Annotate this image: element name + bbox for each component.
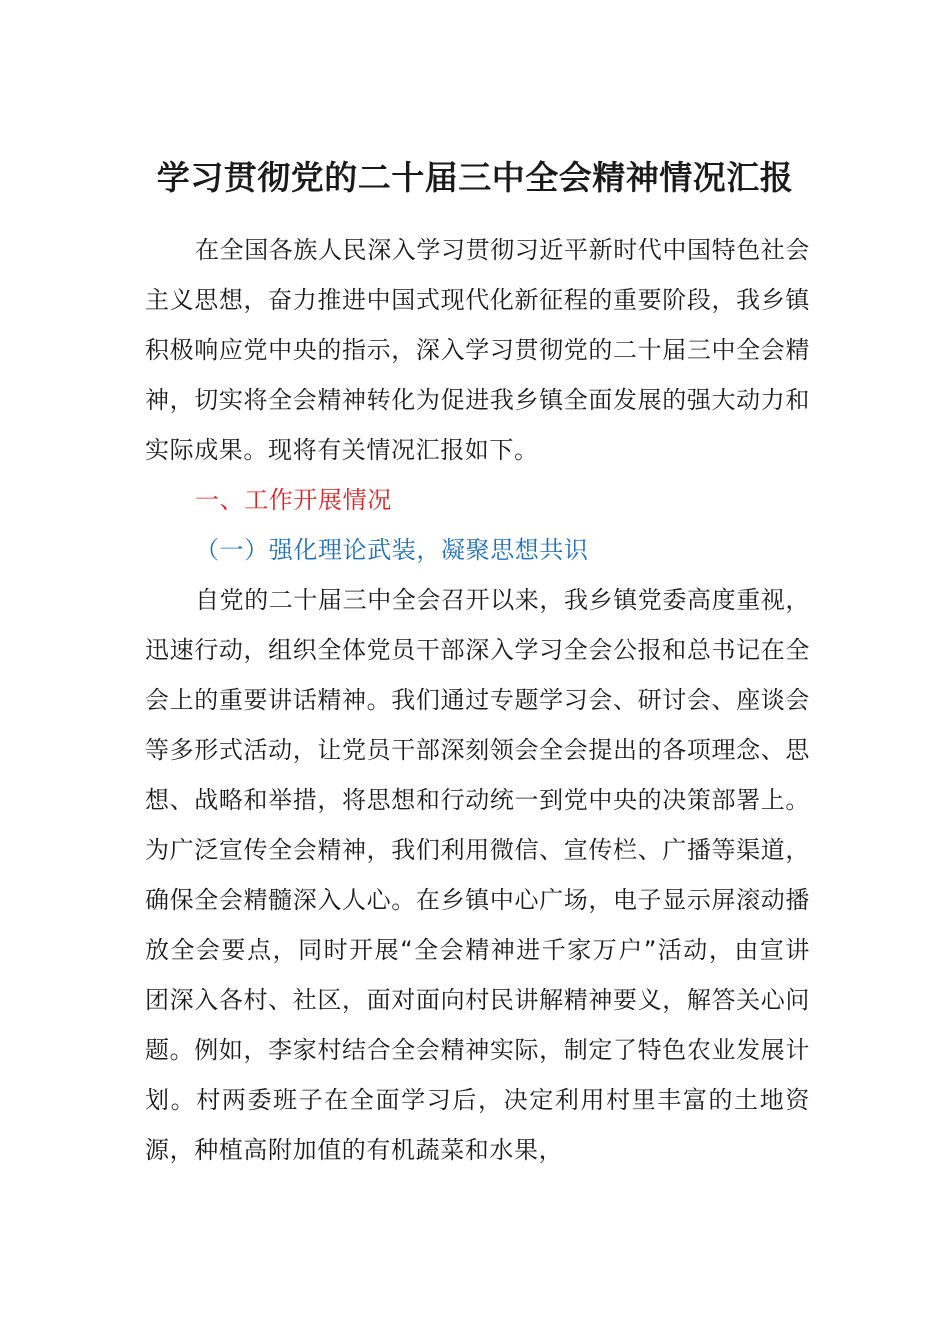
section-heading: 一、工作开展情况 bbox=[195, 486, 392, 514]
body-paragraph: 自党的二十届三中全会召开以来，我乡镇党委高度重视，迅速行动，组织全体党员干部深入学习全会公报和总书记在全会上的重要讲话精神。我们通过专题学习会、研讨会、座谈会等多形式活动，让党员干部深刻领会全会提出的各项理念、思想、战略和举措，将思想和行动统一到党中央的决策部署上。为广泛宣传全会精神，我们利用微信、宣传栏、广播等渠道，确保全会精髓深入人心。在乡镇中心广场，电子显示屏滚动播放全会要点，同时开展“全会精神进千家万户”活动，由宣讲团深入各村、社区，面对面向村民讲解精神要义，解答关心问题。例如，李家村结合全会精神实际，制定了特色农业发展计划。村两委班子在全面学习后，决定利用村里丰富的土地资源，种植高附加值的有机蔬菜和水果， bbox=[145, 586, 810, 1164]
subsection-heading: （一）强化理论武装，凝聚思想共识 bbox=[195, 536, 589, 564]
intro-paragraph: 在全国各族人民深入学习贯彻习近平新时代中国特色社会主义思想，奋力推进中国式现代化新征程的重要阶段，我乡镇积极响应党中央的指示，深入学习贯彻党的二十届三中全会精神，切实将全会精神转化为促进我乡镇全面发展的强大动力和实际成果。现将有关情况汇报如下。 bbox=[145, 236, 810, 464]
document-title: 学习贯彻党的二十届三中全会精神情况汇报 bbox=[156, 158, 794, 197]
document-body bbox=[145, 225, 810, 1175]
